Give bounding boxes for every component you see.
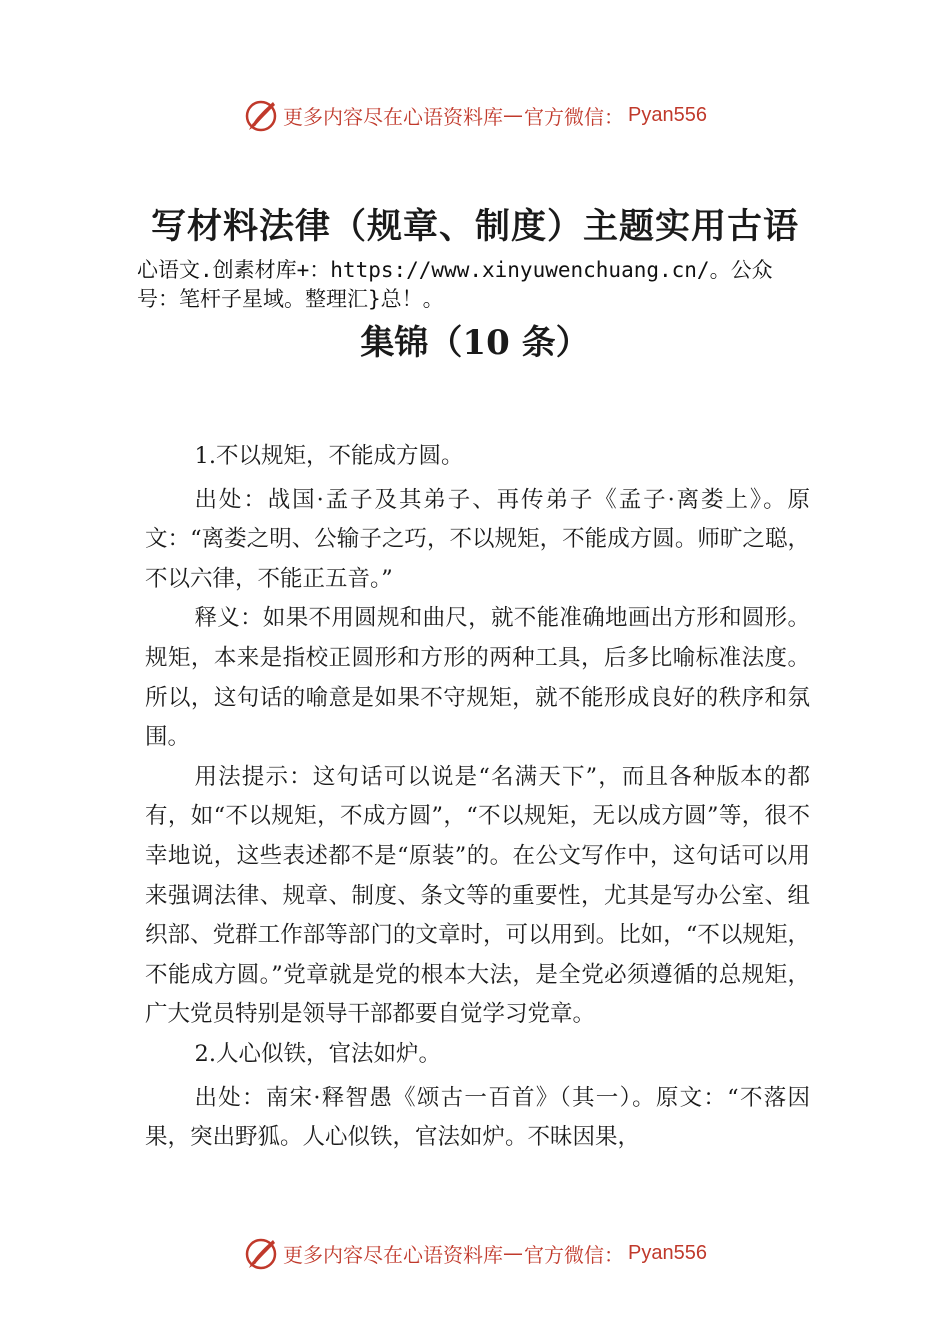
watermark-line-1: 心语文.创素材库+：https://www.xinyuwenchuang.cn/。公众 [137,258,773,282]
banner-handle: Pyan556 [628,103,707,126]
document-title: 写材料法律（规章、制度）主题实用古语 [150,206,799,247]
banner-separator: — [503,1241,525,1265]
banner-text: 更多内容尽在心语资料库 [283,104,504,129]
banner-wechat-label: 官方微信： [524,1242,625,1267]
brush-logo-icon [243,97,279,133]
banner-text: 更多内容尽在心语资料库 [283,1242,504,1267]
banner-wechat-label: 官方微信： [524,104,625,129]
document-body [145,437,810,1158]
banner-handle: Pyan556 [628,1241,707,1264]
item-heading: 1.不以规矩，不能成方圆。 [194,443,464,469]
paragraph-source: 出处：战国·孟子及其弟子、再传弟子《孟子·离娄上》。原文：“离娄之明、公输子之巧，不以规矩，不能成方圆。师旷之聪，不以六律，不能正五音。” [145,486,810,592]
paragraph-source: 出处：南宋·释智愚《颂古一百首》（其一）。原文：“不落因果，突出野狐。人心似铁，官法如炉。不昧因果， [145,1084,810,1151]
top-banner [0,95,950,135]
document-subtitle: 集锦（10 条） [360,323,590,363]
watermark-line-2: 号：笔杆子星域。整理汇}总！。 [137,287,444,311]
paragraph-usage: 用法提示：这句话可以说是“名满天下”，而且各种版本的都有，如“不以规矩，不成方圆”，“不以规矩，无以成方圆”等，很不幸地说，这些表述都不是“原装”的。在公文写作中，这句话可以用来强调法律、规章、制度、条文等的重要性，尤其是写办公室、组织部、党群工作部等部门的文章时，可以用到。比如，“不以规矩，不能成方圆。”党章就是党的根本大法，是全党必须遵循的总规矩，广大党员特别是领导干部都要自觉学习党章。 [145,763,810,1028]
banner-separator: — [503,103,525,127]
bottom-banner [0,1233,950,1273]
paragraph-meaning: 释义：如果不用圆规和曲尺，就不能准确地画出方形和圆形。规矩，本来是指校正圆形和方形的两种工具，后多比喻标准法度。所以，这句话的喻意是如果不守规矩，就不能形成良好的秩序和氛围。 [145,605,810,751]
brush-logo-icon [243,1235,279,1271]
item-heading: 2.人心似铁，官法如炉。 [194,1040,441,1067]
